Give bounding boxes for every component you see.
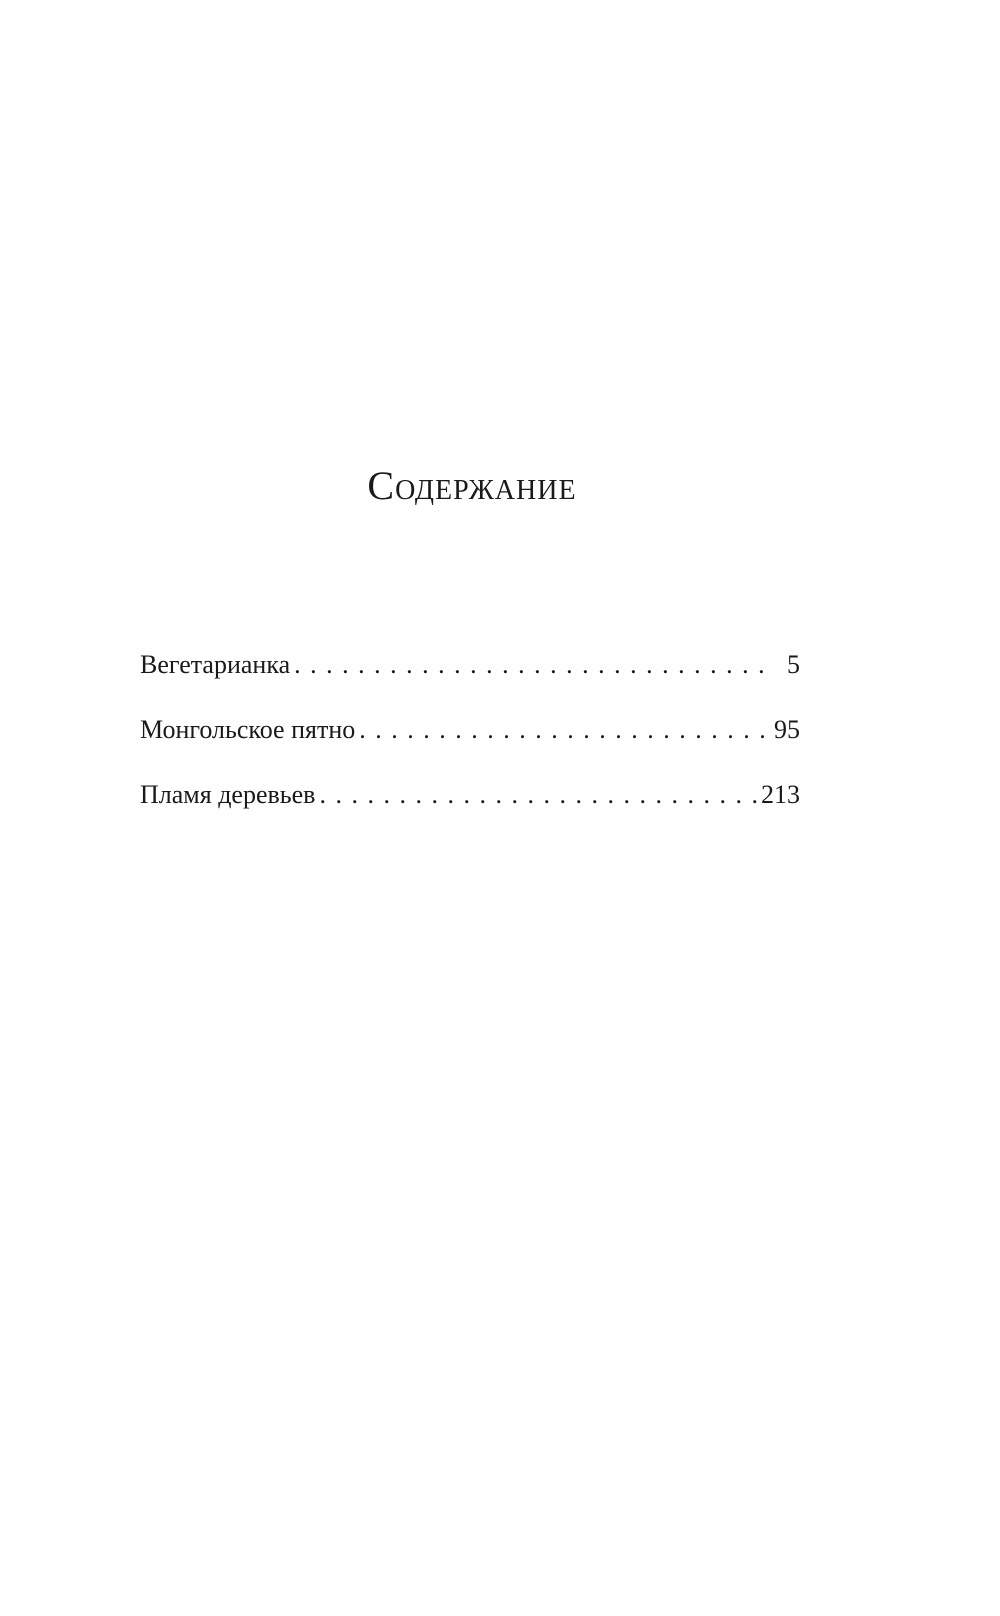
dot-leader: [355, 717, 770, 743]
toc-entry-title: Пламя деревьев: [140, 782, 316, 809]
page-title: Содержание: [367, 463, 577, 508]
toc-entry-mongolskoe-pyatno[interactable]: [140, 717, 800, 782]
dot-leader: [290, 652, 770, 678]
toc-entry-page-number: 95: [774, 717, 800, 744]
dot-leader: [315, 782, 761, 808]
toc-entry-vegetarianka[interactable]: [140, 652, 800, 717]
toc-entry-title: Вегетарианка: [140, 652, 291, 679]
toc-entry-page-number: 5: [787, 652, 800, 679]
toc-entry-plamya-derevev[interactable]: [140, 782, 800, 847]
table-of-contents: [140, 652, 800, 847]
toc-entry-title: Монгольское пятно: [140, 717, 356, 744]
toc-entry-page-number: 213: [761, 782, 800, 809]
